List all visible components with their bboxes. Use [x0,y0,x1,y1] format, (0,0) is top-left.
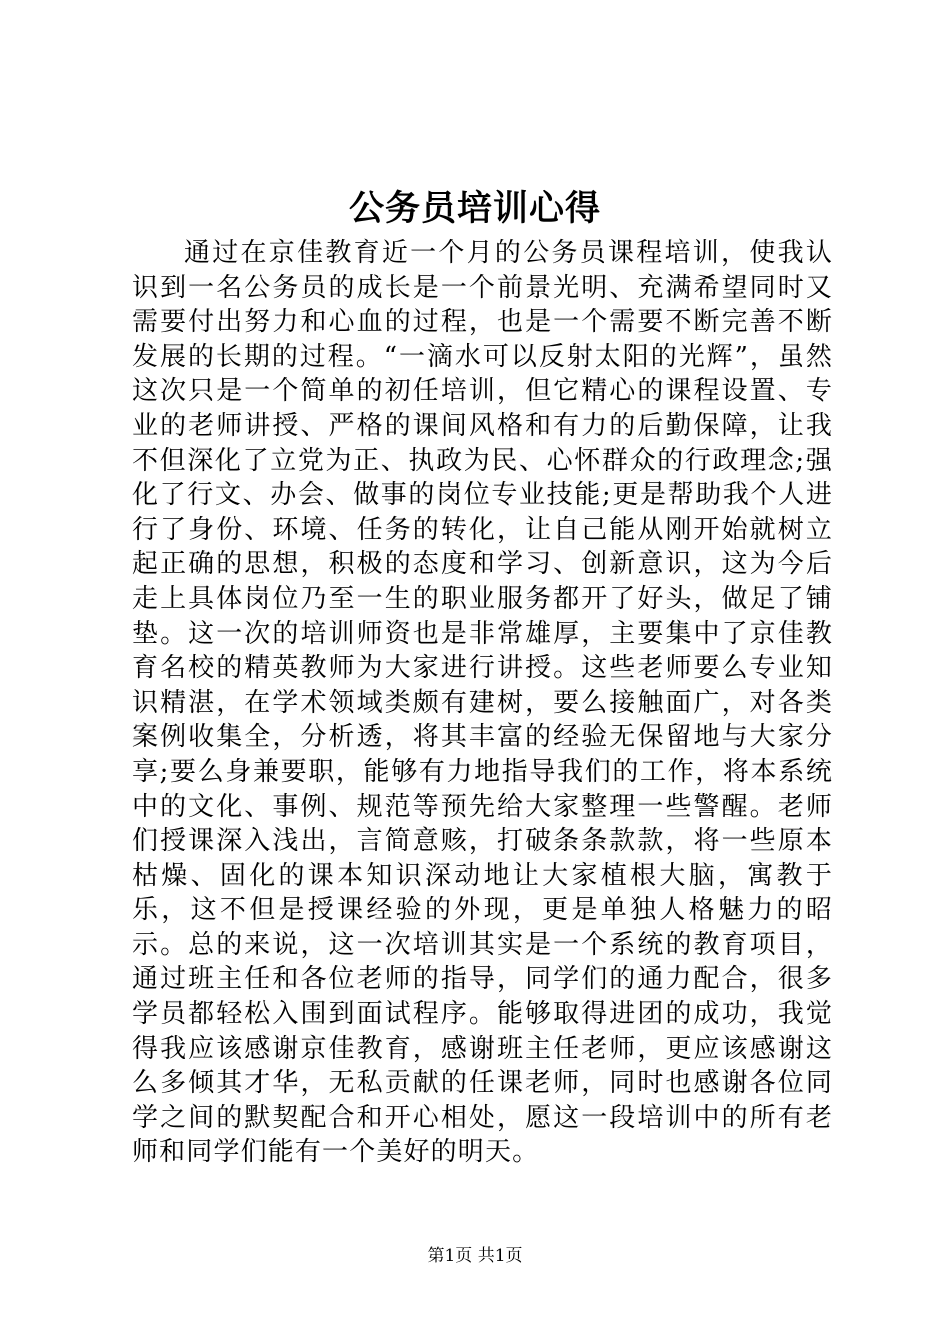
document-body-paragraph: 通过在京佳教育近一个月的公务员课程培训，使我认识到一名公务员的成长是一个前景光明、充满希望同时又需要付出努力和心血的过程，也是一个需要不断完善不断发展的长期的过程。“一滴水可以反射太阳的光辉”，虽然这次只是一个简单的初任培训，但它精心的课程设置、专业的老师讲授、严格的课间风格和有力的后勤保障，让我不但深化了立党为正、执政为民、心怀群众的行政理念;强化了行文、办会、做事的岗位专业技能;更是帮助我个人进行了身份、环境、任务的转化，让自己能从刚开始就树立起正确的思想，积极的态度和学习、创新意识，这为今后走上具体岗位乃至一生的职业服务都开了好头，做足了铺垫。这一次的培训师资也是非常雄厚，主要集中了京佳教育名校的精英教师为大家进行讲授。这些老师要么专业知识精湛，在学术领域类颇有建树，要么接触面广，对各类案例收集全，分析透，将其丰富的经验无保留地与大家分享;要么身兼要职，能够有力地指导我们的工作，将本系统中的文化、事例、规范等预先给大家整理一些警醒。老师们授课深入浅出，言简意赅，打破条条款款，将一些原本枯燥、固化的课本知识深动地让大家植根大脑，寓教于乐，这不但是授课经验的外现，更是单独人格魅力的昭示。总的来说，这一次培训其实是一个系统的教育项目，通过班主任和各位老师的指导，同学们的通力配合，很多学员都轻松入围到面试程序。能够取得进团的成功，我觉得我应该感谢京佳教育，感谢班主任老师，更应该感谢这么多倾其才华，无私贡献的任课老师，同时也感谢各位同学之间的默契配合和开心相处，愿这一段培训中的所有老师和同学们能有一个美好的明天。 [132,238,833,1168]
page-number-footer: 第1页 共1页 [427,1246,523,1266]
document-title: 公务员培训心得 [348,188,601,229]
